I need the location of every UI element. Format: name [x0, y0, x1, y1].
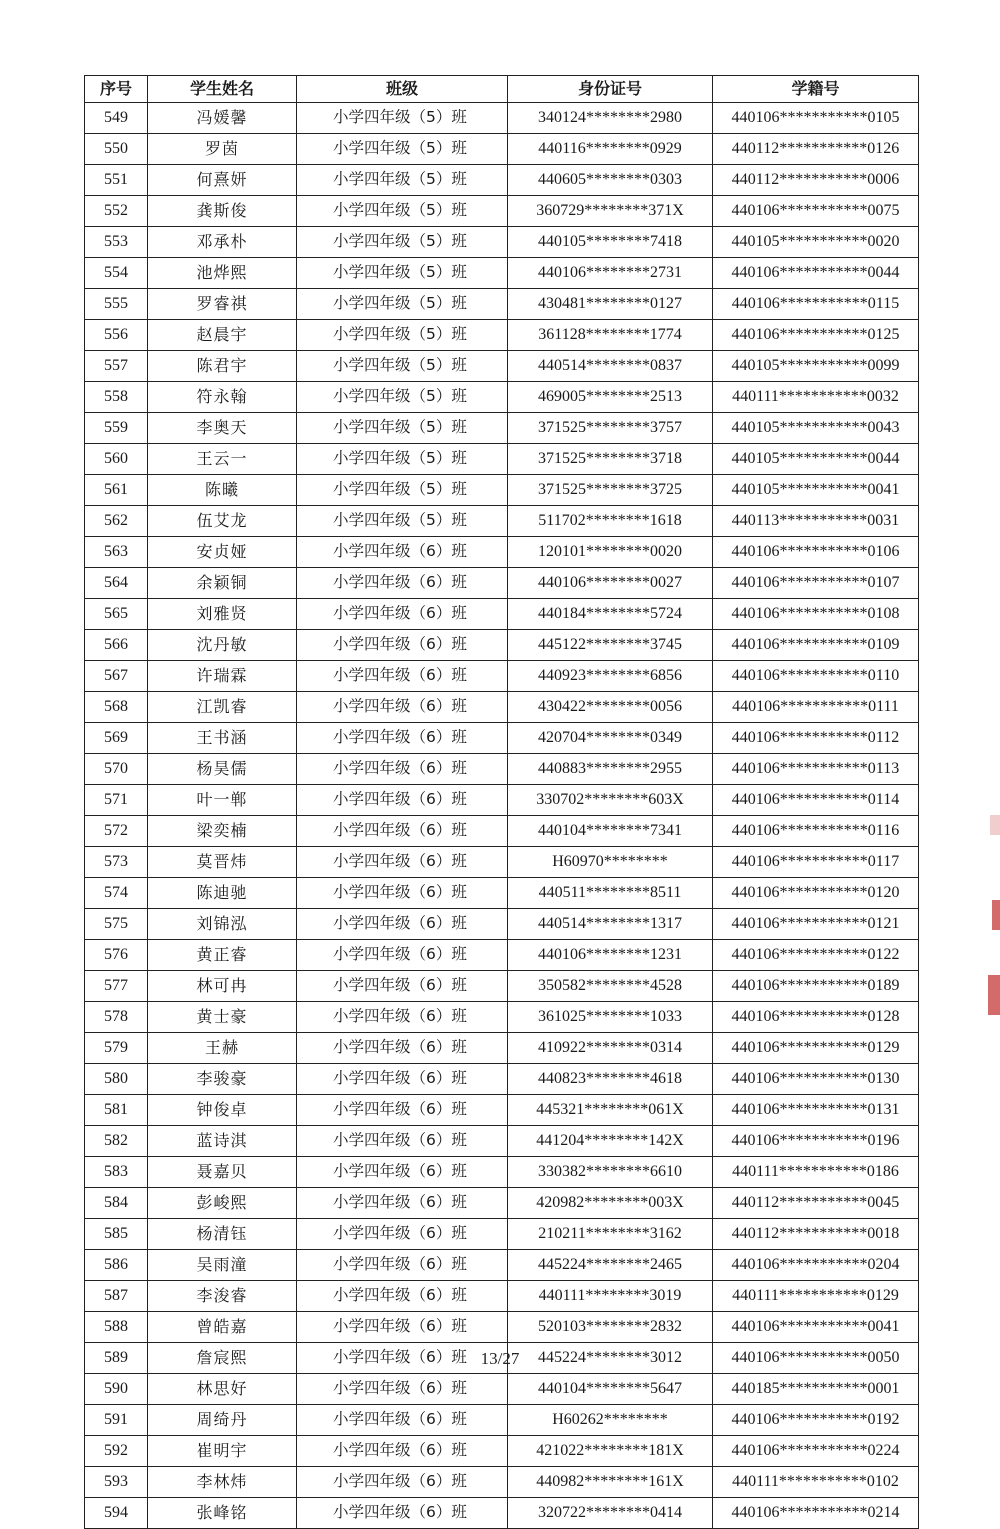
header-student-name: 学生姓名 [148, 76, 297, 103]
table-row [85, 103, 919, 134]
cell-index: 586 [85, 1250, 148, 1281]
cell-student-name: 杨昊儒 [148, 754, 297, 785]
cell-student-number: 440106***********0114 [713, 785, 919, 816]
cell-index: 585 [85, 1219, 148, 1250]
table-row [85, 1250, 919, 1281]
cell-student-name: 叶一郸 [148, 785, 297, 816]
cell-student-name: 陈曦 [148, 475, 297, 506]
cell-index: 568 [85, 692, 148, 723]
cell-student-name: 陈君宇 [148, 351, 297, 382]
cell-index: 566 [85, 630, 148, 661]
cell-id-card: 361025********1033 [508, 1002, 713, 1033]
student-roster-table [84, 75, 919, 1529]
cell-index: 579 [85, 1033, 148, 1064]
cell-index: 573 [85, 847, 148, 878]
cell-class: 小学四年级（6）班 [297, 878, 508, 909]
cell-index: 560 [85, 444, 148, 475]
cell-index: 549 [85, 103, 148, 134]
cell-index: 556 [85, 320, 148, 351]
cell-class: 小学四年级（6）班 [297, 1281, 508, 1312]
table-header [85, 76, 919, 103]
cell-student-name: 李骏豪 [148, 1064, 297, 1095]
cell-student-name: 余颖铜 [148, 568, 297, 599]
cell-index: 581 [85, 1095, 148, 1126]
cell-id-card: 440111********3019 [508, 1281, 713, 1312]
cell-student-number: 440111***********0102 [713, 1467, 919, 1498]
table-row [85, 1405, 919, 1436]
cell-id-card: 469005********2513 [508, 382, 713, 413]
header-index: 序号 [85, 76, 148, 103]
cell-id-card: 371525********3725 [508, 475, 713, 506]
cell-student-name: 周绮丹 [148, 1405, 297, 1436]
cell-index: 572 [85, 816, 148, 847]
cell-student-number: 440106***********0120 [713, 878, 919, 909]
cell-id-card: 350582********4528 [508, 971, 713, 1002]
cell-student-name: 冯媛馨 [148, 103, 297, 134]
cell-student-name: 江凯睿 [148, 692, 297, 723]
cell-student-number: 440106***********0224 [713, 1436, 919, 1467]
cell-student-name: 莫晋炜 [148, 847, 297, 878]
cell-id-card: 360729********371X [508, 196, 713, 227]
cell-student-name: 安贞娅 [148, 537, 297, 568]
table-row [85, 1064, 919, 1095]
table-row [85, 692, 919, 723]
table-row [85, 165, 919, 196]
cell-student-number: 440106***********0105 [713, 103, 919, 134]
cell-class: 小学四年级（6）班 [297, 816, 508, 847]
cell-id-card: 440823********4618 [508, 1064, 713, 1095]
cell-class: 小学四年级（6）班 [297, 568, 508, 599]
cell-index: 588 [85, 1312, 148, 1343]
table-row [85, 1002, 919, 1033]
cell-id-card: 420704********0349 [508, 723, 713, 754]
table-row [85, 661, 919, 692]
cell-class: 小学四年级（5）班 [297, 351, 508, 382]
cell-student-number: 440105***********0020 [713, 227, 919, 258]
table-row [85, 630, 919, 661]
cell-student-number: 440106***********0116 [713, 816, 919, 847]
cell-student-name: 黄正睿 [148, 940, 297, 971]
table-row [85, 847, 919, 878]
table-row [85, 599, 919, 630]
header-id-card: 身份证号 [508, 76, 713, 103]
cell-id-card: 445321********061X [508, 1095, 713, 1126]
table-row [85, 1157, 919, 1188]
cell-index: 569 [85, 723, 148, 754]
cell-class: 小学四年级（6）班 [297, 909, 508, 940]
cell-student-name: 詹宸熙 [148, 1343, 297, 1374]
cell-student-number: 440106***********0106 [713, 537, 919, 568]
cell-id-card: 440511********8511 [508, 878, 713, 909]
cell-class: 小学四年级（5）班 [297, 444, 508, 475]
cell-id-card: 120101********0020 [508, 537, 713, 568]
cell-index: 554 [85, 258, 148, 289]
table-row [85, 134, 919, 165]
cell-student-name: 刘雅贤 [148, 599, 297, 630]
cell-student-name: 林可冉 [148, 971, 297, 1002]
table-row [85, 1498, 919, 1529]
cell-student-number: 440106***********0196 [713, 1126, 919, 1157]
cell-student-name: 刘锦泓 [148, 909, 297, 940]
cell-class: 小学四年级（5）班 [297, 165, 508, 196]
cell-index: 577 [85, 971, 148, 1002]
cell-id-card: 445224********3012 [508, 1343, 713, 1374]
cell-student-number: 440106***********0189 [713, 971, 919, 1002]
cell-student-name: 黄士豪 [148, 1002, 297, 1033]
cell-class: 小学四年级（6）班 [297, 1033, 508, 1064]
cell-student-name: 符永翰 [148, 382, 297, 413]
table-row [85, 816, 919, 847]
cell-student-name: 林思好 [148, 1374, 297, 1405]
cell-student-number: 440106***********0112 [713, 723, 919, 754]
cell-id-card: 445122********3745 [508, 630, 713, 661]
cell-id-card: 440104********7341 [508, 816, 713, 847]
cell-id-card: 445224********2465 [508, 1250, 713, 1281]
cell-id-card: 210211********3162 [508, 1219, 713, 1250]
cell-class: 小学四年级（6）班 [297, 1374, 508, 1405]
table-row [85, 1436, 919, 1467]
cell-student-number: 440185***********0001 [713, 1374, 919, 1405]
table-row [85, 1219, 919, 1250]
cell-student-number: 440106***********0125 [713, 320, 919, 351]
cell-class: 小学四年级（6）班 [297, 1095, 508, 1126]
cell-index: 593 [85, 1467, 148, 1498]
cell-student-number: 440106***********0128 [713, 1002, 919, 1033]
cell-class: 小学四年级（6）班 [297, 1126, 508, 1157]
cell-index: 551 [85, 165, 148, 196]
cell-student-number: 440112***********0018 [713, 1219, 919, 1250]
cell-index: 552 [85, 196, 148, 227]
cell-student-number: 440106***********0108 [713, 599, 919, 630]
cell-student-number: 440105***********0044 [713, 444, 919, 475]
cell-index: 563 [85, 537, 148, 568]
cell-student-name: 李浚睿 [148, 1281, 297, 1312]
cell-index: 584 [85, 1188, 148, 1219]
cell-student-name: 李林炜 [148, 1467, 297, 1498]
cell-id-card: 420982********003X [508, 1188, 713, 1219]
cell-class: 小学四年级（5）班 [297, 103, 508, 134]
cell-student-name: 王书涵 [148, 723, 297, 754]
cell-student-name: 钟俊卓 [148, 1095, 297, 1126]
cell-student-number: 440106***********0050 [713, 1343, 919, 1374]
cell-student-name: 吴雨潼 [148, 1250, 297, 1281]
cell-class: 小学四年级（5）班 [297, 413, 508, 444]
cell-id-card: 440106********2731 [508, 258, 713, 289]
cell-id-card: 511702********1618 [508, 506, 713, 537]
cell-student-number: 440106***********0044 [713, 258, 919, 289]
cell-index: 570 [85, 754, 148, 785]
cell-class: 小学四年级（6）班 [297, 1002, 508, 1033]
cell-index: 553 [85, 227, 148, 258]
cell-index: 575 [85, 909, 148, 940]
cell-student-name: 罗茵 [148, 134, 297, 165]
cell-student-number: 440106***********0192 [713, 1405, 919, 1436]
cell-student-number: 440106***********0111 [713, 692, 919, 723]
cell-student-number: 440106***********0107 [713, 568, 919, 599]
cell-id-card: 440106********0027 [508, 568, 713, 599]
cell-student-name: 陈迪驰 [148, 878, 297, 909]
cell-id-card: 320722********0414 [508, 1498, 713, 1529]
cell-index: 587 [85, 1281, 148, 1312]
cell-student-number: 440111***********0129 [713, 1281, 919, 1312]
table-row [85, 475, 919, 506]
table-row [85, 878, 919, 909]
cell-class: 小学四年级（5）班 [297, 320, 508, 351]
cell-student-number: 440106***********0122 [713, 940, 919, 971]
cell-id-card: 440184********5724 [508, 599, 713, 630]
cell-student-number: 440106***********0113 [713, 754, 919, 785]
cell-student-number: 440106***********0117 [713, 847, 919, 878]
cell-id-card: 330702********603X [508, 785, 713, 816]
cell-index: 592 [85, 1436, 148, 1467]
cell-student-number: 440112***********0126 [713, 134, 919, 165]
cell-id-card: 421022********181X [508, 1436, 713, 1467]
cell-class: 小学四年级（6）班 [297, 847, 508, 878]
cell-index: 576 [85, 940, 148, 971]
table-row [85, 1312, 919, 1343]
cell-class: 小学四年级（6）班 [297, 599, 508, 630]
cell-student-number: 440112***********0006 [713, 165, 919, 196]
cell-student-number: 440105***********0043 [713, 413, 919, 444]
cell-id-card: 440106********1231 [508, 940, 713, 971]
cell-class: 小学四年级（6）班 [297, 661, 508, 692]
cell-student-number: 440106***********0041 [713, 1312, 919, 1343]
table-row [85, 1188, 919, 1219]
cell-student-number: 440106***********0214 [713, 1498, 919, 1529]
cell-student-number: 440105***********0099 [713, 351, 919, 382]
cell-student-name: 彭峻熙 [148, 1188, 297, 1219]
cell-class: 小学四年级（6）班 [297, 940, 508, 971]
cell-student-name: 池烨熙 [148, 258, 297, 289]
table-row [85, 723, 919, 754]
cell-class: 小学四年级（6）班 [297, 1312, 508, 1343]
cell-student-name: 王赫 [148, 1033, 297, 1064]
cell-index: 574 [85, 878, 148, 909]
table-row [85, 382, 919, 413]
header-class: 班级 [297, 76, 508, 103]
table-body [85, 103, 919, 1529]
cell-id-card: 430422********0056 [508, 692, 713, 723]
cell-class: 小学四年级（6）班 [297, 1219, 508, 1250]
cell-student-number: 440106***********0075 [713, 196, 919, 227]
cell-index: 578 [85, 1002, 148, 1033]
cell-index: 565 [85, 599, 148, 630]
cell-class: 小学四年级（6）班 [297, 630, 508, 661]
cell-student-number: 440106***********0121 [713, 909, 919, 940]
cell-class: 小学四年级（5）班 [297, 475, 508, 506]
cell-index: 559 [85, 413, 148, 444]
table-row [85, 909, 919, 940]
cell-student-number: 440111***********0032 [713, 382, 919, 413]
table-row [85, 1033, 919, 1064]
page-number: 13/27 [480, 1349, 520, 1368]
cell-id-card: 371525********3718 [508, 444, 713, 475]
cell-class: 小学四年级（5）班 [297, 227, 508, 258]
cell-index: 590 [85, 1374, 148, 1405]
cell-index: 571 [85, 785, 148, 816]
table-row [85, 1281, 919, 1312]
edge-stamp-mark [988, 975, 1000, 1015]
cell-id-card: 410922********0314 [508, 1033, 713, 1064]
table-row [85, 1467, 919, 1498]
cell-index: 589 [85, 1343, 148, 1374]
cell-id-card: 440116********0929 [508, 134, 713, 165]
roster-table-container [84, 75, 918, 1529]
table-row [85, 785, 919, 816]
cell-student-number: 440111***********0186 [713, 1157, 919, 1188]
table-row [85, 971, 919, 1002]
cell-student-name: 赵晨宇 [148, 320, 297, 351]
cell-student-number: 440106***********0109 [713, 630, 919, 661]
cell-student-number: 440106***********0110 [713, 661, 919, 692]
cell-student-name: 杨清钰 [148, 1219, 297, 1250]
cell-student-name: 崔明宇 [148, 1436, 297, 1467]
cell-index: 594 [85, 1498, 148, 1529]
table-row [85, 537, 919, 568]
cell-id-card: 440883********2955 [508, 754, 713, 785]
header-student-number: 学籍号 [713, 76, 919, 103]
cell-class: 小学四年级（6）班 [297, 785, 508, 816]
table-row [85, 258, 919, 289]
table-row [85, 289, 919, 320]
edge-stamp-mark [992, 900, 1000, 930]
cell-index: 582 [85, 1126, 148, 1157]
cell-student-name: 许瑞霖 [148, 661, 297, 692]
cell-class: 小学四年级（5）班 [297, 134, 508, 165]
cell-student-name: 罗睿祺 [148, 289, 297, 320]
cell-class: 小学四年级（6）班 [297, 1250, 508, 1281]
table-row [85, 320, 919, 351]
cell-class: 小学四年级（6）班 [297, 1343, 508, 1374]
cell-student-name: 龚斯俊 [148, 196, 297, 227]
cell-student-number: 440105***********0041 [713, 475, 919, 506]
cell-class: 小学四年级（6）班 [297, 1405, 508, 1436]
cell-class: 小学四年级（6）班 [297, 971, 508, 1002]
cell-id-card: 371525********3757 [508, 413, 713, 444]
cell-student-name: 曾皓嘉 [148, 1312, 297, 1343]
edge-stamp-mark [990, 815, 1000, 835]
cell-student-number: 440106***********0129 [713, 1033, 919, 1064]
table-row [85, 506, 919, 537]
table-row [85, 1374, 919, 1405]
cell-class: 小学四年级（6）班 [297, 1436, 508, 1467]
cell-student-name: 李奥天 [148, 413, 297, 444]
cell-class: 小学四年级（6）班 [297, 692, 508, 723]
cell-index: 555 [85, 289, 148, 320]
cell-class: 小学四年级（6）班 [297, 1064, 508, 1095]
cell-student-name: 蓝诗淇 [148, 1126, 297, 1157]
cell-index: 562 [85, 506, 148, 537]
cell-class: 小学四年级（5）班 [297, 382, 508, 413]
cell-student-number: 440106***********0204 [713, 1250, 919, 1281]
cell-student-number: 440112***********0045 [713, 1188, 919, 1219]
table-row [85, 754, 919, 785]
cell-index: 580 [85, 1064, 148, 1095]
table-row [85, 413, 919, 444]
cell-id-card: 430481********0127 [508, 289, 713, 320]
cell-class: 小学四年级（6）班 [297, 723, 508, 754]
cell-id-card: 361128********1774 [508, 320, 713, 351]
table-row [85, 196, 919, 227]
table-row [85, 444, 919, 475]
cell-id-card: 340124********2980 [508, 103, 713, 134]
cell-class: 小学四年级（5）班 [297, 506, 508, 537]
cell-student-name: 沈丹敏 [148, 630, 297, 661]
cell-id-card: 330382********6610 [508, 1157, 713, 1188]
cell-index: 591 [85, 1405, 148, 1436]
cell-class: 小学四年级（6）班 [297, 754, 508, 785]
cell-class: 小学四年级（6）班 [297, 1188, 508, 1219]
cell-class: 小学四年级（5）班 [297, 258, 508, 289]
cell-id-card: 520103********2832 [508, 1312, 713, 1343]
table-row [85, 1126, 919, 1157]
table-row [85, 940, 919, 971]
cell-student-number: 440106***********0130 [713, 1064, 919, 1095]
cell-index: 558 [85, 382, 148, 413]
cell-id-card: 441204********142X [508, 1126, 713, 1157]
cell-class: 小学四年级（5）班 [297, 196, 508, 227]
cell-student-name: 王云一 [148, 444, 297, 475]
cell-student-number: 440113***********0031 [713, 506, 919, 537]
cell-id-card: 440104********5647 [508, 1374, 713, 1405]
cell-id-card: 440514********1317 [508, 909, 713, 940]
cell-student-name: 邓承朴 [148, 227, 297, 258]
cell-index: 564 [85, 568, 148, 599]
cell-class: 小学四年级（6）班 [297, 1157, 508, 1188]
table-row [85, 568, 919, 599]
cell-id-card: 440605********0303 [508, 165, 713, 196]
cell-index: 561 [85, 475, 148, 506]
cell-index: 567 [85, 661, 148, 692]
cell-class: 小学四年级（5）班 [297, 289, 508, 320]
cell-index: 583 [85, 1157, 148, 1188]
header-row [85, 76, 919, 103]
cell-student-name: 梁奕楠 [148, 816, 297, 847]
cell-id-card: 440923********6856 [508, 661, 713, 692]
cell-student-name: 张峰铭 [148, 1498, 297, 1529]
cell-student-number: 440106***********0115 [713, 289, 919, 320]
cell-id-card: 440105********7418 [508, 227, 713, 258]
cell-id-card: H60262******** [508, 1405, 713, 1436]
cell-student-number: 440106***********0131 [713, 1095, 919, 1126]
cell-class: 小学四年级（6）班 [297, 1467, 508, 1498]
table-row [85, 227, 919, 258]
cell-id-card: H60970******** [508, 847, 713, 878]
table-row [85, 1095, 919, 1126]
cell-student-name: 伍艾龙 [148, 506, 297, 537]
cell-id-card: 440514********0837 [508, 351, 713, 382]
cell-class: 小学四年级（6）班 [297, 1498, 508, 1529]
cell-index: 550 [85, 134, 148, 165]
cell-student-name: 聂嘉贝 [148, 1157, 297, 1188]
cell-id-card: 440982********161X [508, 1467, 713, 1498]
cell-class: 小学四年级（6）班 [297, 537, 508, 568]
cell-student-name: 何熹妍 [148, 165, 297, 196]
table-row [85, 351, 919, 382]
cell-index: 557 [85, 351, 148, 382]
